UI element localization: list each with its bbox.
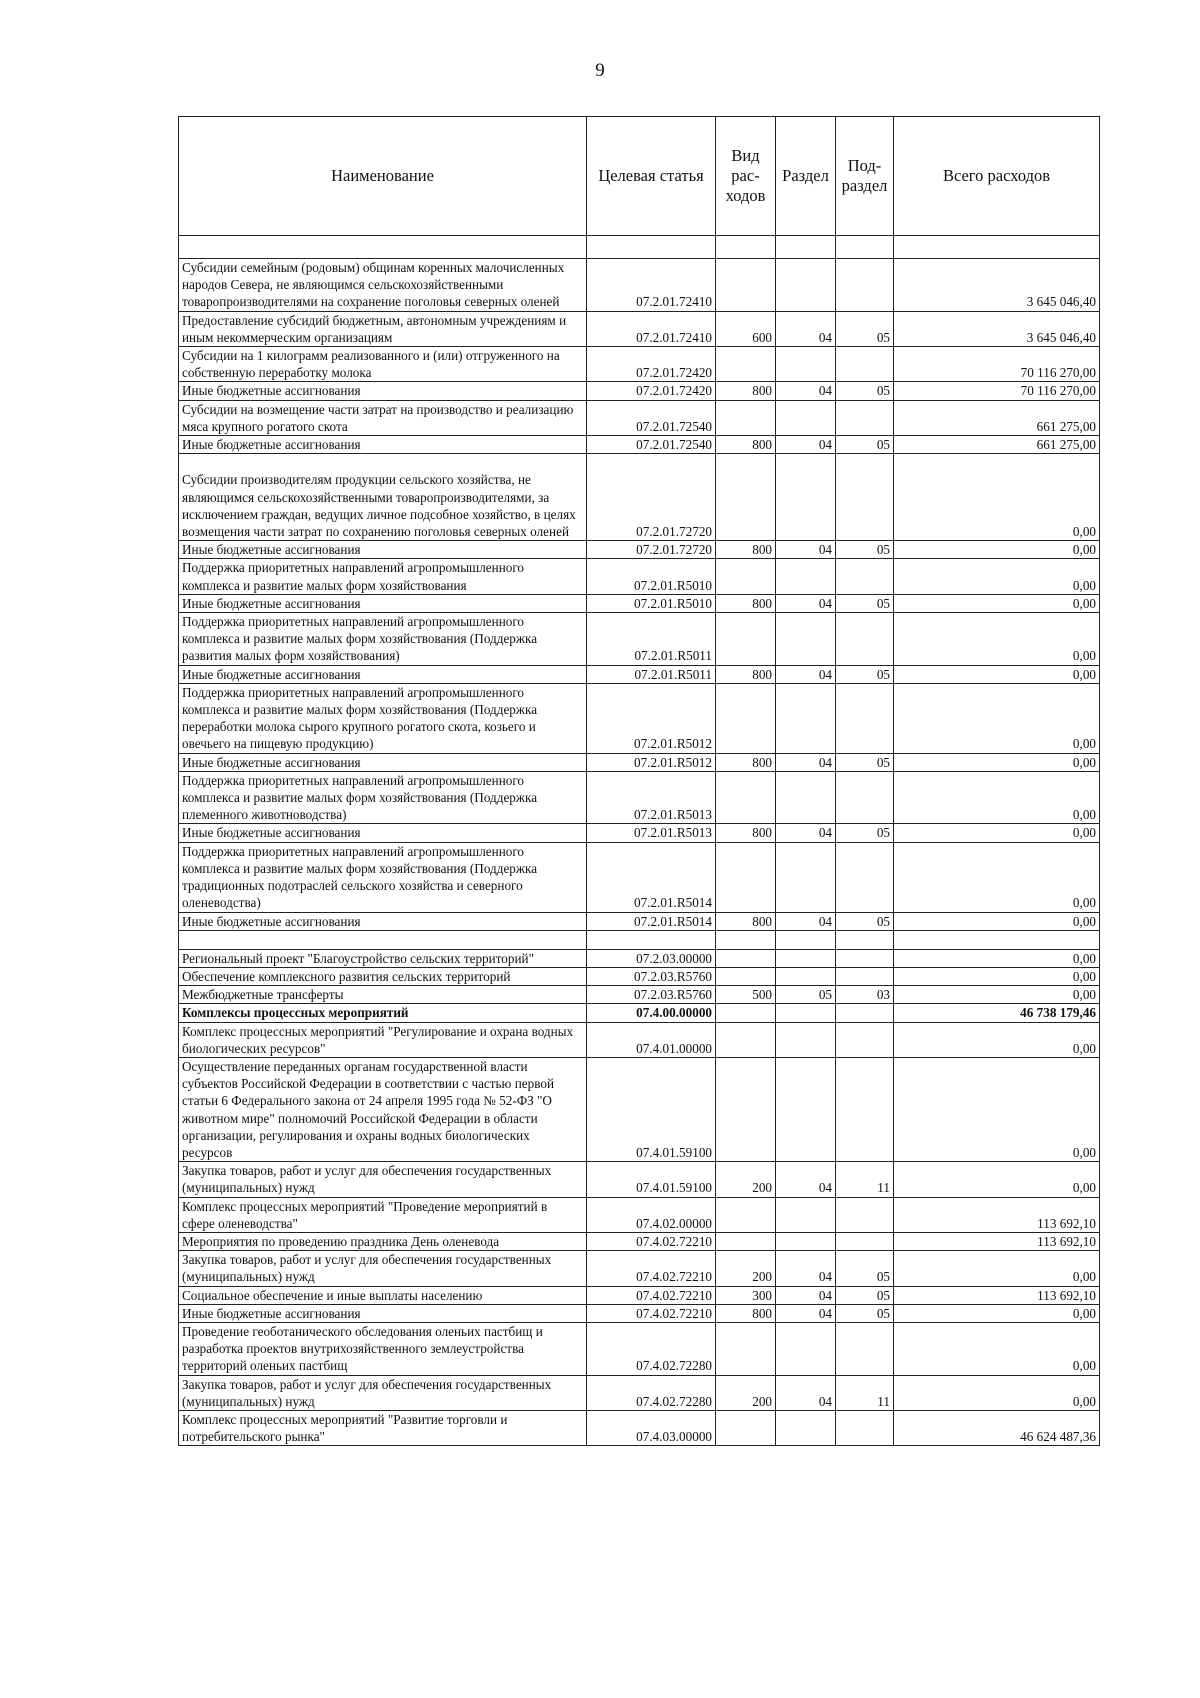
- row-target-article: 07.2.01.R5011: [587, 665, 716, 683]
- row-name: Субсидии семейным (родовым) общинам коренных малочисленных народов Севера, не являющимся сельскохозяйственными товаропроизводителями на сохранение поголовья северных оленей: [179, 259, 587, 312]
- row-target-article: 07.2.01.72420: [587, 347, 716, 382]
- row-section: 04: [776, 1286, 836, 1304]
- row-section: 04: [776, 1251, 836, 1286]
- row-expense-kind: [716, 1322, 776, 1375]
- row-name: Поддержка приоритетных направлений агропромышленного комплекса и развитие малых форм хозяйствования (Поддержка развития малых форм хозяйствования): [179, 613, 587, 666]
- table-row: [179, 842, 1100, 912]
- row-expense-kind: [716, 259, 776, 312]
- row-expense-kind: [716, 771, 776, 824]
- row-section: 04: [776, 594, 836, 612]
- spacer-cell: [894, 930, 1100, 949]
- row-total: 0,00: [894, 967, 1100, 985]
- row-total: 70 116 270,00: [894, 347, 1100, 382]
- row-subsection: 05: [836, 436, 894, 454]
- row-name: Комплекс процессных мероприятий "Развитие торговли и потребительского рынка": [179, 1410, 587, 1445]
- row-target-article: 07.4.02.00000: [587, 1197, 716, 1232]
- row-section: [776, 949, 836, 967]
- row-subsection: [836, 347, 894, 382]
- row-total: 113 692,10: [894, 1197, 1100, 1232]
- row-target-article: 07.4.02.72210: [587, 1304, 716, 1322]
- table-body: [179, 236, 1100, 1446]
- row-name: Мероприятия по проведению праздника День оленевода: [179, 1232, 587, 1250]
- row-expense-kind: 800: [716, 1304, 776, 1322]
- row-expense-kind: 800: [716, 436, 776, 454]
- row-subsection: [836, 1232, 894, 1250]
- row-section: 04: [776, 665, 836, 683]
- row-total: 46 738 179,46: [894, 1004, 1100, 1022]
- row-section: 04: [776, 382, 836, 400]
- row-subsection: [836, 400, 894, 435]
- row-expense-kind: 800: [716, 824, 776, 842]
- table-row: [179, 347, 1100, 382]
- table-header: [179, 117, 1100, 236]
- budget-table: [178, 116, 1100, 1446]
- spacer-row: [179, 930, 1100, 949]
- spacer-cell: [836, 930, 894, 949]
- row-name: Поддержка приоритетных направлений агропромышленного комплекса и развитие малых форм хозяйствования (Поддержка племенного животноводства): [179, 771, 587, 824]
- spacer-cell: [836, 236, 894, 259]
- row-subsection: [836, 559, 894, 594]
- row-total: 70 116 270,00: [894, 382, 1100, 400]
- row-expense-kind: [716, 1232, 776, 1250]
- spacer-row: [179, 236, 1100, 259]
- spacer-cell: [716, 930, 776, 949]
- row-section: [776, 771, 836, 824]
- row-total: 113 692,10: [894, 1286, 1100, 1304]
- row-subsection: [836, 1197, 894, 1232]
- row-subsection: 05: [836, 541, 894, 559]
- row-name: Предоставление субсидий бюджетным, автономным учреждениям и иным некоммерческим организациям: [179, 311, 587, 346]
- row-subsection: 05: [836, 665, 894, 683]
- row-section: [776, 1022, 836, 1057]
- row-subsection: [836, 1322, 894, 1375]
- header-name: Наименование: [179, 117, 587, 236]
- spacer-cell: [587, 236, 716, 259]
- row-subsection: [836, 949, 894, 967]
- table-row: [179, 382, 1100, 400]
- table-row: [179, 967, 1100, 985]
- row-subsection: [836, 1410, 894, 1445]
- table-row: [179, 400, 1100, 435]
- row-section: [776, 1410, 836, 1445]
- row-target-article: 07.2.01.R5012: [587, 683, 716, 753]
- row-section: 04: [776, 311, 836, 346]
- row-name: Иные бюджетные ассигнования: [179, 912, 587, 930]
- row-target-article: 07.4.02.72280: [587, 1322, 716, 1375]
- row-name: Осуществление переданных органам государственной власти субъектов Российской Федерации в соответствии с частью первой статьи 6 Федерального закона от 24 апреля 1995 года № 52-ФЗ "О животном мире" полномочий Российской Федерации в области организации, регулирования и охраны водных биологических ресурсов: [179, 1057, 587, 1161]
- row-subsection: 05: [836, 1286, 894, 1304]
- table-row: [179, 912, 1100, 930]
- row-expense-kind: [716, 1004, 776, 1022]
- row-total: 661 275,00: [894, 436, 1100, 454]
- table-row: [179, 541, 1100, 559]
- row-expense-kind: 800: [716, 753, 776, 771]
- row-subsection: 05: [836, 912, 894, 930]
- row-expense-kind: [716, 967, 776, 985]
- row-total: 0,00: [894, 1057, 1100, 1161]
- spacer-cell: [776, 930, 836, 949]
- row-target-article: 07.4.03.00000: [587, 1410, 716, 1445]
- table-row: [179, 824, 1100, 842]
- row-section: 05: [776, 986, 836, 1004]
- spacer-cell: [179, 930, 587, 949]
- row-section: [776, 613, 836, 666]
- row-name: Комплекс процессных мероприятий "Проведение мероприятий в сфере оленеводства": [179, 1197, 587, 1232]
- row-total: 46 624 487,36: [894, 1410, 1100, 1445]
- row-name: Поддержка приоритетных направлений агропромышленного комплекса и развитие малых форм хозяйствования (Поддержка переработки молока сырого крупного рогатого скота, козьего и овечьего на пищевую продукцию): [179, 683, 587, 753]
- row-expense-kind: [716, 613, 776, 666]
- row-subsection: 05: [836, 382, 894, 400]
- row-total: 0,00: [894, 824, 1100, 842]
- row-expense-kind: [716, 454, 776, 541]
- row-section: [776, 259, 836, 312]
- row-section: [776, 1322, 836, 1375]
- row-name: Закупка товаров, работ и услуг для обеспечения государственных (муниципальных) нужд: [179, 1375, 587, 1410]
- row-subsection: 03: [836, 986, 894, 1004]
- row-total: 0,00: [894, 665, 1100, 683]
- row-target-article: 07.2.01.R5014: [587, 842, 716, 912]
- table-row: [179, 1232, 1100, 1250]
- row-subsection: [836, 683, 894, 753]
- row-section: 04: [776, 1375, 836, 1410]
- header-subsection: Под- раздел: [836, 117, 894, 236]
- row-subsection: [836, 259, 894, 312]
- row-name: Социальное обеспечение и иные выплаты населению: [179, 1286, 587, 1304]
- row-total: 0,00: [894, 771, 1100, 824]
- row-name: Субсидии на возмещение части затрат на производство и реализацию мяса крупного рогатого скота: [179, 400, 587, 435]
- row-expense-kind: 500: [716, 986, 776, 1004]
- row-target-article: 07.4.02.72210: [587, 1286, 716, 1304]
- row-target-article: 07.2.03.R5760: [587, 986, 716, 1004]
- row-total: 0,00: [894, 1251, 1100, 1286]
- row-target-article: 07.4.01.59100: [587, 1057, 716, 1161]
- row-target-article: 07.2.01.R5010: [587, 594, 716, 612]
- row-total: 0,00: [894, 1162, 1100, 1197]
- row-name: Закупка товаров, работ и услуг для обеспечения государственных (муниципальных) нужд: [179, 1251, 587, 1286]
- table-row: [179, 311, 1100, 346]
- row-target-article: 07.2.01.R5013: [587, 824, 716, 842]
- table-row: [179, 1304, 1100, 1322]
- row-expense-kind: [716, 347, 776, 382]
- row-name: Комплекс процессных мероприятий "Регулирование и охрана водных биологических ресурсов": [179, 1022, 587, 1057]
- table-row: [179, 1057, 1100, 1161]
- page-number: 9: [595, 60, 605, 81]
- row-total: 0,00: [894, 559, 1100, 594]
- row-section: [776, 400, 836, 435]
- row-name: Поддержка приоритетных направлений агропромышленного комплекса и развитие малых форм хозяйствования (Поддержка традиционных подотраслей сельского хозяйства и северного оленеводства): [179, 842, 587, 912]
- table-row: [179, 1322, 1100, 1375]
- table-row: [179, 683, 1100, 753]
- row-target-article: 07.2.01.72720: [587, 454, 716, 541]
- row-total: 0,00: [894, 541, 1100, 559]
- row-target-article: 07.2.01.72720: [587, 541, 716, 559]
- table-row: [179, 1375, 1100, 1410]
- row-target-article: 07.2.01.R5010: [587, 559, 716, 594]
- row-total: 0,00: [894, 594, 1100, 612]
- row-section: [776, 454, 836, 541]
- table-row: [179, 665, 1100, 683]
- table-row: [179, 1022, 1100, 1057]
- row-name: Межбюджетные трансферты: [179, 986, 587, 1004]
- row-name: Иные бюджетные ассигнования: [179, 753, 587, 771]
- table-row: [179, 1410, 1100, 1445]
- spacer-cell: [587, 930, 716, 949]
- row-subsection: 05: [836, 824, 894, 842]
- row-expense-kind: 800: [716, 541, 776, 559]
- row-subsection: [836, 454, 894, 541]
- row-target-article: 07.4.00.00000: [587, 1004, 716, 1022]
- row-name: Проведение геоботанического обследования оленьих пастбищ и разработка проектов внутрихозяйственного землеустройства территорий оленьих пастбищ: [179, 1322, 587, 1375]
- header-target-article: Целевая статья: [587, 117, 716, 236]
- table-row: [179, 986, 1100, 1004]
- table-row: [179, 436, 1100, 454]
- row-expense-kind: [716, 1197, 776, 1232]
- spacer-cell: [179, 236, 587, 259]
- row-section: 04: [776, 436, 836, 454]
- row-subsection: 05: [836, 1251, 894, 1286]
- row-expense-kind: 200: [716, 1162, 776, 1197]
- row-total: 0,00: [894, 912, 1100, 930]
- table-row: [179, 1162, 1100, 1197]
- spacer-cell: [894, 236, 1100, 259]
- row-expense-kind: [716, 842, 776, 912]
- row-expense-kind: [716, 1410, 776, 1445]
- row-target-article: 07.4.01.59100: [587, 1162, 716, 1197]
- row-section: 04: [776, 912, 836, 930]
- row-name: Иные бюджетные ассигнования: [179, 382, 587, 400]
- row-expense-kind: 800: [716, 594, 776, 612]
- row-target-article: 07.2.01.72410: [587, 311, 716, 346]
- table-row: [179, 949, 1100, 967]
- row-target-article: 07.2.01.R5014: [587, 912, 716, 930]
- row-section: [776, 1004, 836, 1022]
- row-target-article: 07.4.02.72210: [587, 1232, 716, 1250]
- row-section: [776, 1057, 836, 1161]
- row-section: 04: [776, 753, 836, 771]
- row-subsection: [836, 771, 894, 824]
- row-section: [776, 347, 836, 382]
- row-name: Иные бюджетные ассигнования: [179, 1304, 587, 1322]
- row-expense-kind: 800: [716, 912, 776, 930]
- row-expense-kind: [716, 949, 776, 967]
- row-total: 0,00: [894, 454, 1100, 541]
- row-subsection: 11: [836, 1162, 894, 1197]
- header-total: Всего расходов: [894, 117, 1100, 236]
- row-section: 04: [776, 1162, 836, 1197]
- header-section: Раздел: [776, 117, 836, 236]
- table-row: [179, 753, 1100, 771]
- row-target-article: 07.2.01.R5012: [587, 753, 716, 771]
- row-name: Поддержка приоритетных направлений агропромышленного комплекса и развитие малых форм хозяйствования: [179, 559, 587, 594]
- row-name: Субсидии на 1 килограмм реализованного и (или) отгруженного на собственную переработку молока: [179, 347, 587, 382]
- row-name: Комплексы процессных мероприятий: [179, 1004, 587, 1022]
- row-expense-kind: [716, 559, 776, 594]
- row-subsection: 11: [836, 1375, 894, 1410]
- row-total: 3 645 046,40: [894, 259, 1100, 312]
- row-total: 113 692,10: [894, 1232, 1100, 1250]
- row-target-article: 07.2.01.72540: [587, 436, 716, 454]
- row-expense-kind: 600: [716, 311, 776, 346]
- row-total: 0,00: [894, 842, 1100, 912]
- row-name: Региональный проект "Благоустройство сельских территорий": [179, 949, 587, 967]
- row-total: 0,00: [894, 949, 1100, 967]
- row-target-article: 07.2.03.R5760: [587, 967, 716, 985]
- row-subsection: [836, 613, 894, 666]
- row-section: [776, 559, 836, 594]
- row-subsection: 05: [836, 311, 894, 346]
- row-subsection: [836, 842, 894, 912]
- row-expense-kind: [716, 1022, 776, 1057]
- row-total: 0,00: [894, 986, 1100, 1004]
- row-name: Субсидии производителям продукции сельского хозяйства, не являющимся сельскохозяйственными товаропроизводителями, за исключением граждан, ведущих личное подсобное хозяйство, в целях возмещения части затрат по сохранению поголовья северных оленей: [179, 454, 587, 541]
- row-expense-kind: 200: [716, 1375, 776, 1410]
- row-total: 3 645 046,40: [894, 311, 1100, 346]
- table-row: [179, 771, 1100, 824]
- table-row: [179, 613, 1100, 666]
- row-total: 0,00: [894, 613, 1100, 666]
- row-target-article: 07.2.03.00000: [587, 949, 716, 967]
- row-total: 0,00: [894, 1322, 1100, 1375]
- row-target-article: 07.2.01.72410: [587, 259, 716, 312]
- row-section: [776, 967, 836, 985]
- row-subsection: [836, 1057, 894, 1161]
- table-row: [179, 259, 1100, 312]
- row-expense-kind: [716, 683, 776, 753]
- row-total: 0,00: [894, 753, 1100, 771]
- row-name: Иные бюджетные ассигнования: [179, 436, 587, 454]
- row-section: 04: [776, 824, 836, 842]
- table-row: [179, 1251, 1100, 1286]
- row-target-article: 07.4.02.72280: [587, 1375, 716, 1410]
- row-total: 0,00: [894, 1375, 1100, 1410]
- table-row: [179, 1197, 1100, 1232]
- row-name: Иные бюджетные ассигнования: [179, 665, 587, 683]
- row-expense-kind: 800: [716, 665, 776, 683]
- row-name: Обеспечение комплексного развития сельских территорий: [179, 967, 587, 985]
- row-total: 0,00: [894, 1022, 1100, 1057]
- row-name: Иные бюджетные ассигнования: [179, 541, 587, 559]
- row-expense-kind: 300: [716, 1286, 776, 1304]
- row-name: Иные бюджетные ассигнования: [179, 594, 587, 612]
- row-section: [776, 1232, 836, 1250]
- row-target-article: 07.2.01.72540: [587, 400, 716, 435]
- row-subsection: [836, 967, 894, 985]
- table-row: [179, 1286, 1100, 1304]
- row-expense-kind: 800: [716, 382, 776, 400]
- spacer-cell: [716, 236, 776, 259]
- table-row: [179, 594, 1100, 612]
- row-expense-kind: [716, 1057, 776, 1161]
- row-section: 04: [776, 1304, 836, 1322]
- row-section: [776, 1197, 836, 1232]
- row-expense-kind: 200: [716, 1251, 776, 1286]
- row-expense-kind: [716, 400, 776, 435]
- row-target-article: 07.2.01.72420: [587, 382, 716, 400]
- table-row: [179, 1004, 1100, 1022]
- row-subsection: 05: [836, 753, 894, 771]
- table-row: [179, 559, 1100, 594]
- row-name: Иные бюджетные ассигнования: [179, 824, 587, 842]
- row-section: [776, 683, 836, 753]
- row-target-article: 07.4.02.72210: [587, 1251, 716, 1286]
- row-section: [776, 842, 836, 912]
- row-name: Закупка товаров, работ и услуг для обеспечения государственных (муниципальных) нужд: [179, 1162, 587, 1197]
- row-target-article: 07.2.01.R5013: [587, 771, 716, 824]
- row-total: 0,00: [894, 683, 1100, 753]
- row-target-article: 07.4.01.00000: [587, 1022, 716, 1057]
- row-target-article: 07.2.01.R5011: [587, 613, 716, 666]
- row-section: 04: [776, 541, 836, 559]
- row-subsection: 05: [836, 1304, 894, 1322]
- row-subsection: [836, 1004, 894, 1022]
- spacer-cell: [776, 236, 836, 259]
- row-total: 661 275,00: [894, 400, 1100, 435]
- row-subsection: 05: [836, 594, 894, 612]
- row-subsection: [836, 1022, 894, 1057]
- header-expense-kind: Вид рас- ходов: [716, 117, 776, 236]
- table-row: [179, 454, 1100, 541]
- row-total: 0,00: [894, 1304, 1100, 1322]
